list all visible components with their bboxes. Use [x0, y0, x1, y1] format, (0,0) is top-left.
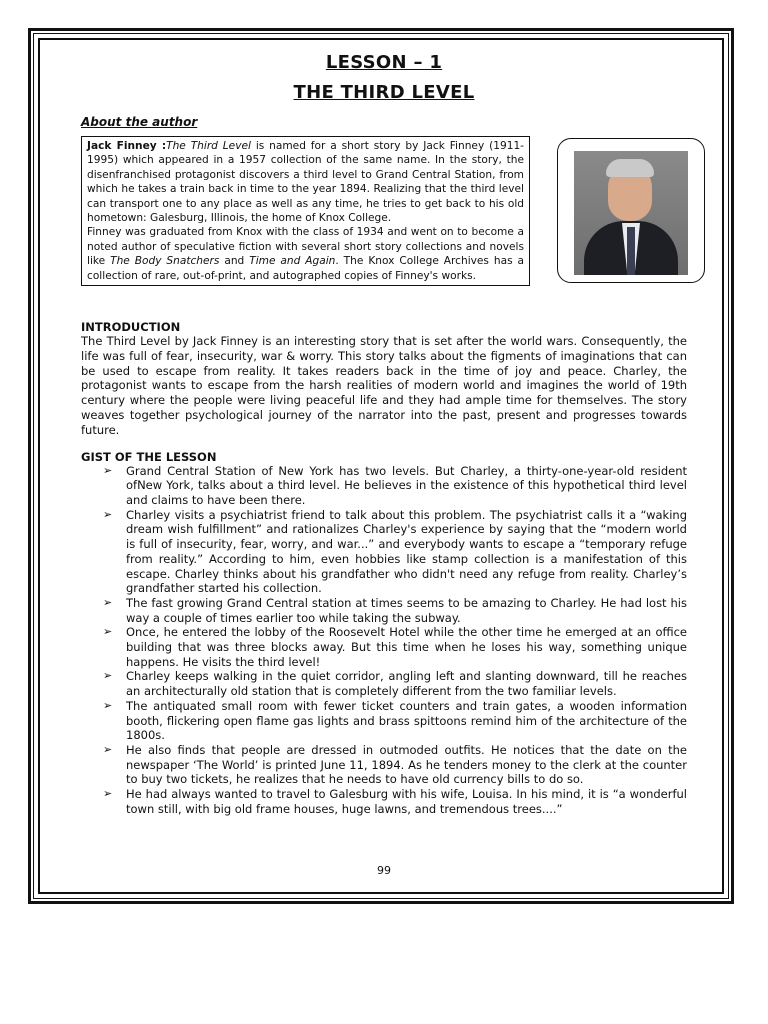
- gist-item-text: Charley keeps walking in the quiet corridor, angling left and slanting downward, till he reaches an architecturally old station that is completely different from the two familiar levels.: [126, 669, 687, 699]
- gist-item-text: The fast growing Grand Central station at times seems to be amazing to Charley. He had lost his way a couple of times earlier too while taking the subway.: [126, 595, 687, 625]
- bullet-arrow-icon: ➢: [103, 787, 113, 801]
- bullet-arrow-icon: ➢: [103, 669, 113, 683]
- bullet-arrow-icon: ➢: [103, 698, 113, 712]
- author-bio-text-2c: . The Knox College Archives has a collection of rare, out-of-print, and autographed copies of Finney's works.: [87, 255, 525, 282]
- author-bio-paragraph-1: [87, 139, 524, 225]
- author-bio-text-2a: Finney was graduated from Knox with the class of 1934 and went on to become a noted author of speculative fiction with several short story collections and novels like: [87, 226, 524, 268]
- author-bio-box: [81, 136, 530, 286]
- author-bio-text-2b: and: [219, 255, 250, 268]
- gist-item-text: Grand Central Station of New York has two levels. But Charley, a thirty-one-year-old resident ofNew York, talks about a third level. He believes in the existence of this hypothetical third level and claims to have been there.: [126, 463, 687, 507]
- gist-item-text: The antiquated small room with fewer ticket counters and train gates, a wooden information booth, flickering open flame gas lights and brass spittoons remind him of the architecture of the 1800s.: [126, 698, 687, 743]
- gist-item: [81, 699, 687, 743]
- author-section: [81, 136, 687, 314]
- gist-item: [81, 743, 687, 787]
- lesson-title: THE THIRD LEVEL: [293, 82, 475, 103]
- author-name: Jack Finney :: [87, 140, 167, 152]
- gist-item: [81, 508, 687, 596]
- bullet-arrow-icon: ➢: [103, 742, 113, 756]
- bullet-arrow-icon: ➢: [103, 595, 113, 609]
- gist-item-text: He also finds that people are dressed in outmoded outfits. He notices that the date on the newspaper ‘The World’ is printed June 11, 1894. As he tenders money to the clerk at the counter to buy two tickets, he realizes that he needs to have old currency bills to do so.: [126, 742, 687, 787]
- lesson-number: LESSON – 1: [325, 52, 443, 73]
- gist-item-text: He had always wanted to travel to Galesburg with his wife, Louisa. In his mind, it is “a wonderful town still, with big old frame houses, huge lawns, and tremendous trees....”: [126, 787, 687, 816]
- gist-item: [81, 669, 687, 698]
- story-title: The Third Level: [166, 140, 251, 152]
- book-title-2: Time and Again: [249, 255, 336, 268]
- author-bio-text-1: is named for a short story by Jack Finney (1911-1995) which appeared in a 1957 collection of the same name. In the story, the disenfranchised protagonist discovers a third level to Grand Central Station, from which he takes a train back in time to the year 1894. Realizing that the third level can transport one to any place as well as any time, he tries to get back to his old hometown: Galesburg, Illinois, the home of Knox College.: [87, 140, 525, 225]
- gist-heading: GIST OF THE LESSON: [81, 449, 217, 464]
- gist-item: [81, 787, 687, 816]
- bullet-arrow-icon: ➢: [103, 507, 113, 521]
- gist-item-text: Once, he entered the lobby of the Roosevelt Hotel while the other time he emerged at an office building that was three blocks away. But this time when he loses his way, something unique happens. He visits the third level!: [126, 625, 687, 669]
- gist-item: [81, 625, 687, 669]
- page-number: 99: [377, 864, 391, 877]
- bullet-arrow-icon: ➢: [103, 463, 113, 477]
- introduction-text: The Third Level by Jack Finney is an interesting story that is set after the world wars. Consequently, the life was full of fear, insecurity, war & worry. This story talks about the figments of imaginations that can be used to escape from reality. It takes readers back in the time of joy and peace. Charley, the protagonist wants to escape from the harsh realities of modern world and imagines the world of 19th century where the people were living peaceful life and they had ample time for themselves. The story weaves together psychological journey of the narrator into the past, present and progresses towards future.: [81, 334, 687, 437]
- photo-hair-shape: [606, 159, 654, 177]
- book-title-1: The Body Snatchers: [110, 255, 220, 268]
- author-photo: [574, 151, 688, 275]
- introduction-heading: INTRODUCTION: [81, 320, 181, 334]
- author-bio-paragraph-2: [87, 225, 524, 283]
- author-photo-frame: [557, 138, 705, 283]
- photo-tie-shape: [627, 227, 635, 275]
- gist-item: [81, 464, 687, 508]
- gist-item-text: Charley visits a psychiatrist friend to talk about this problem. The psychiatrist calls it a “waking dream wish fulfillment” and rationalizes Charley's experience by saying that the “modern world is full of insecurity, fear, worry, and war...” and everybody wants to escape a “temporary refuge from reality.” According to him, even hobbies like stamp collection is a manifestation of this escape. Charley thinks about his grandfather who didn't need any refuge from reality. Charley’s grandfather started his collection.: [126, 507, 687, 596]
- page-content: [81, 48, 687, 816]
- about-author-heading: About the author: [81, 115, 198, 129]
- gist-item: [81, 596, 687, 625]
- bullet-arrow-icon: ➢: [103, 625, 113, 639]
- gist-list: [81, 464, 687, 817]
